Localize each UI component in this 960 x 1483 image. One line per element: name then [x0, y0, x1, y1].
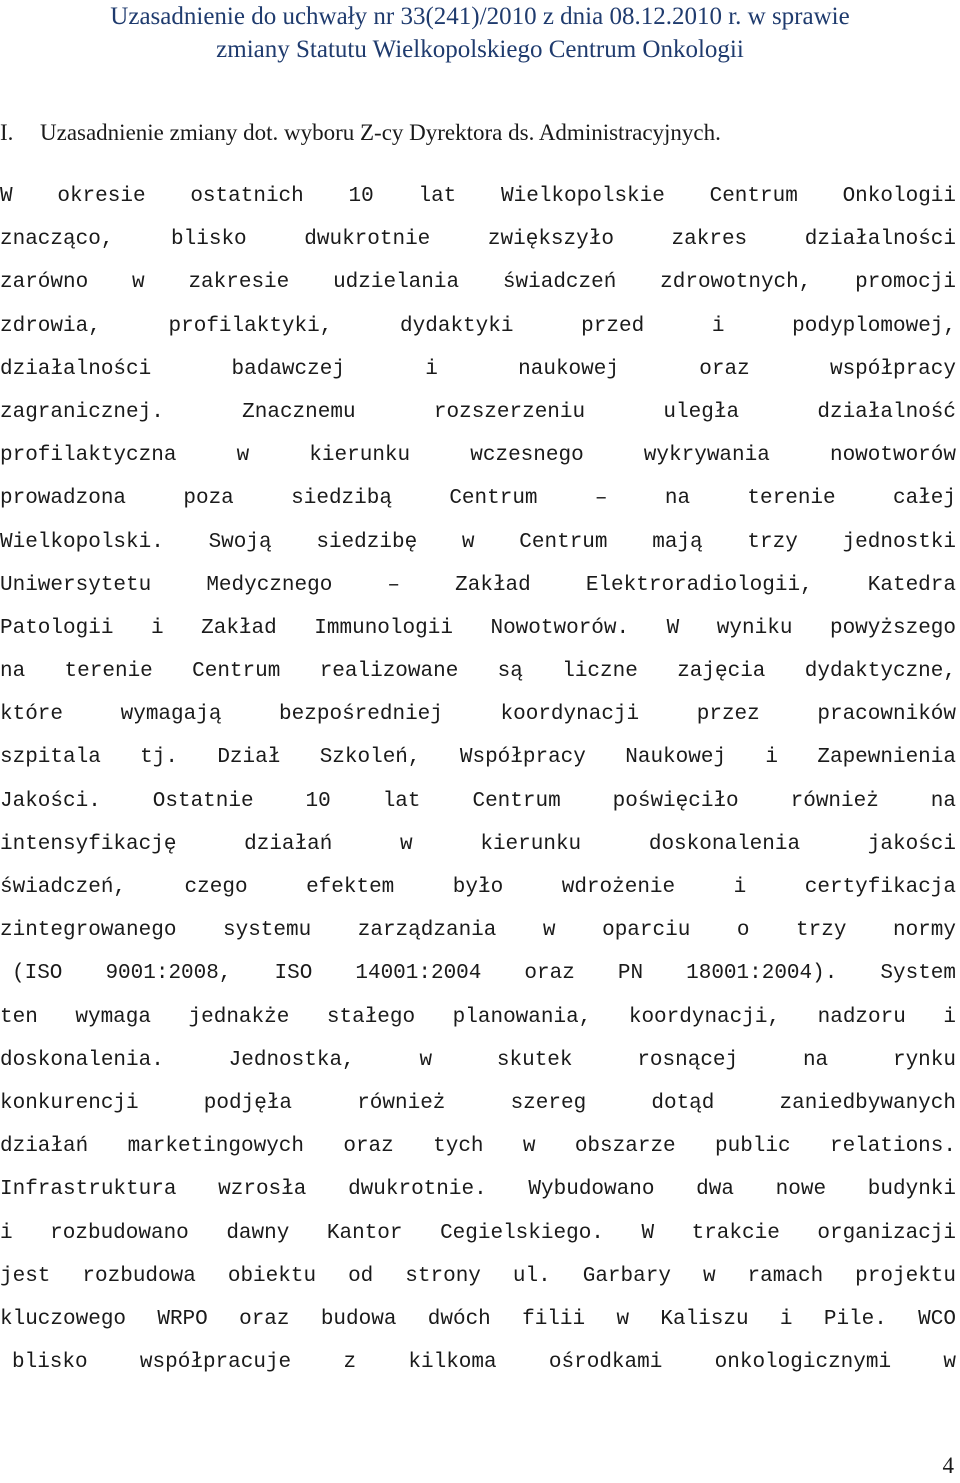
paragraph-line: W okresie ostatnich 10 lat Wielkopolskie Centrum Onkologii [0, 185, 956, 208]
document-title [0, 0, 960, 66]
paragraph-line: doskonalenia. Jednostka, w skutek rosnącej na rynku [0, 1048, 956, 1072]
section-heading-text: Uzasadnienie zmiany dot. wyboru Z-cy Dyrektora ds. Administracyjnych. [40, 120, 721, 145]
paragraph-line: zagranicznej. Znacznemu rozszerzeniu uległa działalność [0, 400, 956, 424]
paragraph-line: konkurencji podjęła również szereg dotąd zaniedbywanych [0, 1091, 956, 1115]
paragraph-line: i rozbudowano dawny Kantor Cegielskiego. W trakcie organizacji [0, 1221, 956, 1245]
paragraph-line: działalności badawczej i naukowej oraz współpracy [0, 357, 956, 381]
paragraph-line: zdrowia, profilaktyki, dydaktyki przed i podyplomowej, [0, 314, 956, 338]
paragraph-line: znacząco, blisko dwukrotnie zwiększyło zakres działalności [0, 228, 956, 252]
paragraph-line: ten wymaga jednakże stałego planowania, koordynacji, nadzoru i [0, 1005, 956, 1029]
paragraph-line: zintegrowanego systemu zarządzania w oparciu o trzy normy [0, 919, 956, 943]
paragraph-line: Jakości. Ostatnie 10 lat Centrum poświęciło również na [0, 789, 956, 813]
section-heading [0, 118, 960, 148]
page-number: 4 [942, 1453, 954, 1478]
paragraph-line: Wielkopolski. Swoją siedzibę w Centrum mają trzy jednostki [0, 530, 956, 554]
paragraph-line: Patologii i Zakład Immunologii Nowotworów. W wyniku powyższego [0, 616, 956, 640]
paragraph-line: Uniwersytetu Medycznego – Zakład Elektroradiologii, Katedra [0, 573, 956, 597]
paragraph-line: (ISO 9001:2008, ISO 14001:2004 oraz PN 18001:2004). System [12, 962, 956, 986]
paragraph-line: intensyfikację działań w kierunku doskonalenia jakości [0, 832, 956, 856]
paragraph-line: Infrastruktura wzrosła dwukrotnie. Wybudowano dwa nowe budynki [0, 1178, 956, 1202]
paragraph-line: które wymagają bezpośredniej koordynacji przez pracowników [0, 703, 956, 727]
document-title-line-1: Uzasadnienie do uchwały nr 33(241)/2010 z dnia 08.12.2010 r. w sprawie [110, 3, 850, 30]
paragraph-line: blisko współpracuje z kilkoma ośrodkami onkologicznymi w [12, 1351, 956, 1375]
paragraph-line: jest rozbudowa obiektu od strony ul. Garbary w ramach projektu [0, 1264, 956, 1288]
paragraph-line: świadczeń, czego efektem było wdrożenie i certyfikacja [0, 876, 956, 899]
body-paragraph [0, 175, 956, 1384]
paragraph-line: szpitala tj. Dział Szkoleń, Współpracy Naukowej i Zapewnienia [0, 746, 956, 770]
paragraph-line: kluczowego WRPO oraz budowa dwóch filii w Kaliszu i Pile. WCO [0, 1307, 956, 1331]
paragraph-line: profilaktyczna w kierunku wczesnego wykrywania nowotworów [0, 444, 956, 468]
paragraph-line: działań marketingowych oraz tych w obszarze public relations. [0, 1135, 956, 1159]
document-title-line-2: zmiany Statutu Wielkopolskiego Centrum Onkologii [216, 36, 744, 63]
paragraph-line: prowadzona poza siedzibą Centrum – na terenie całej [0, 487, 956, 511]
section-number: I. [0, 120, 14, 145]
paragraph-line: zarówno w zakresie udzielania świadczeń zdrowotnych, promocji [0, 271, 956, 295]
paragraph-line: na terenie Centrum realizowane są liczne zajęcia dydaktyczne, [0, 660, 956, 684]
